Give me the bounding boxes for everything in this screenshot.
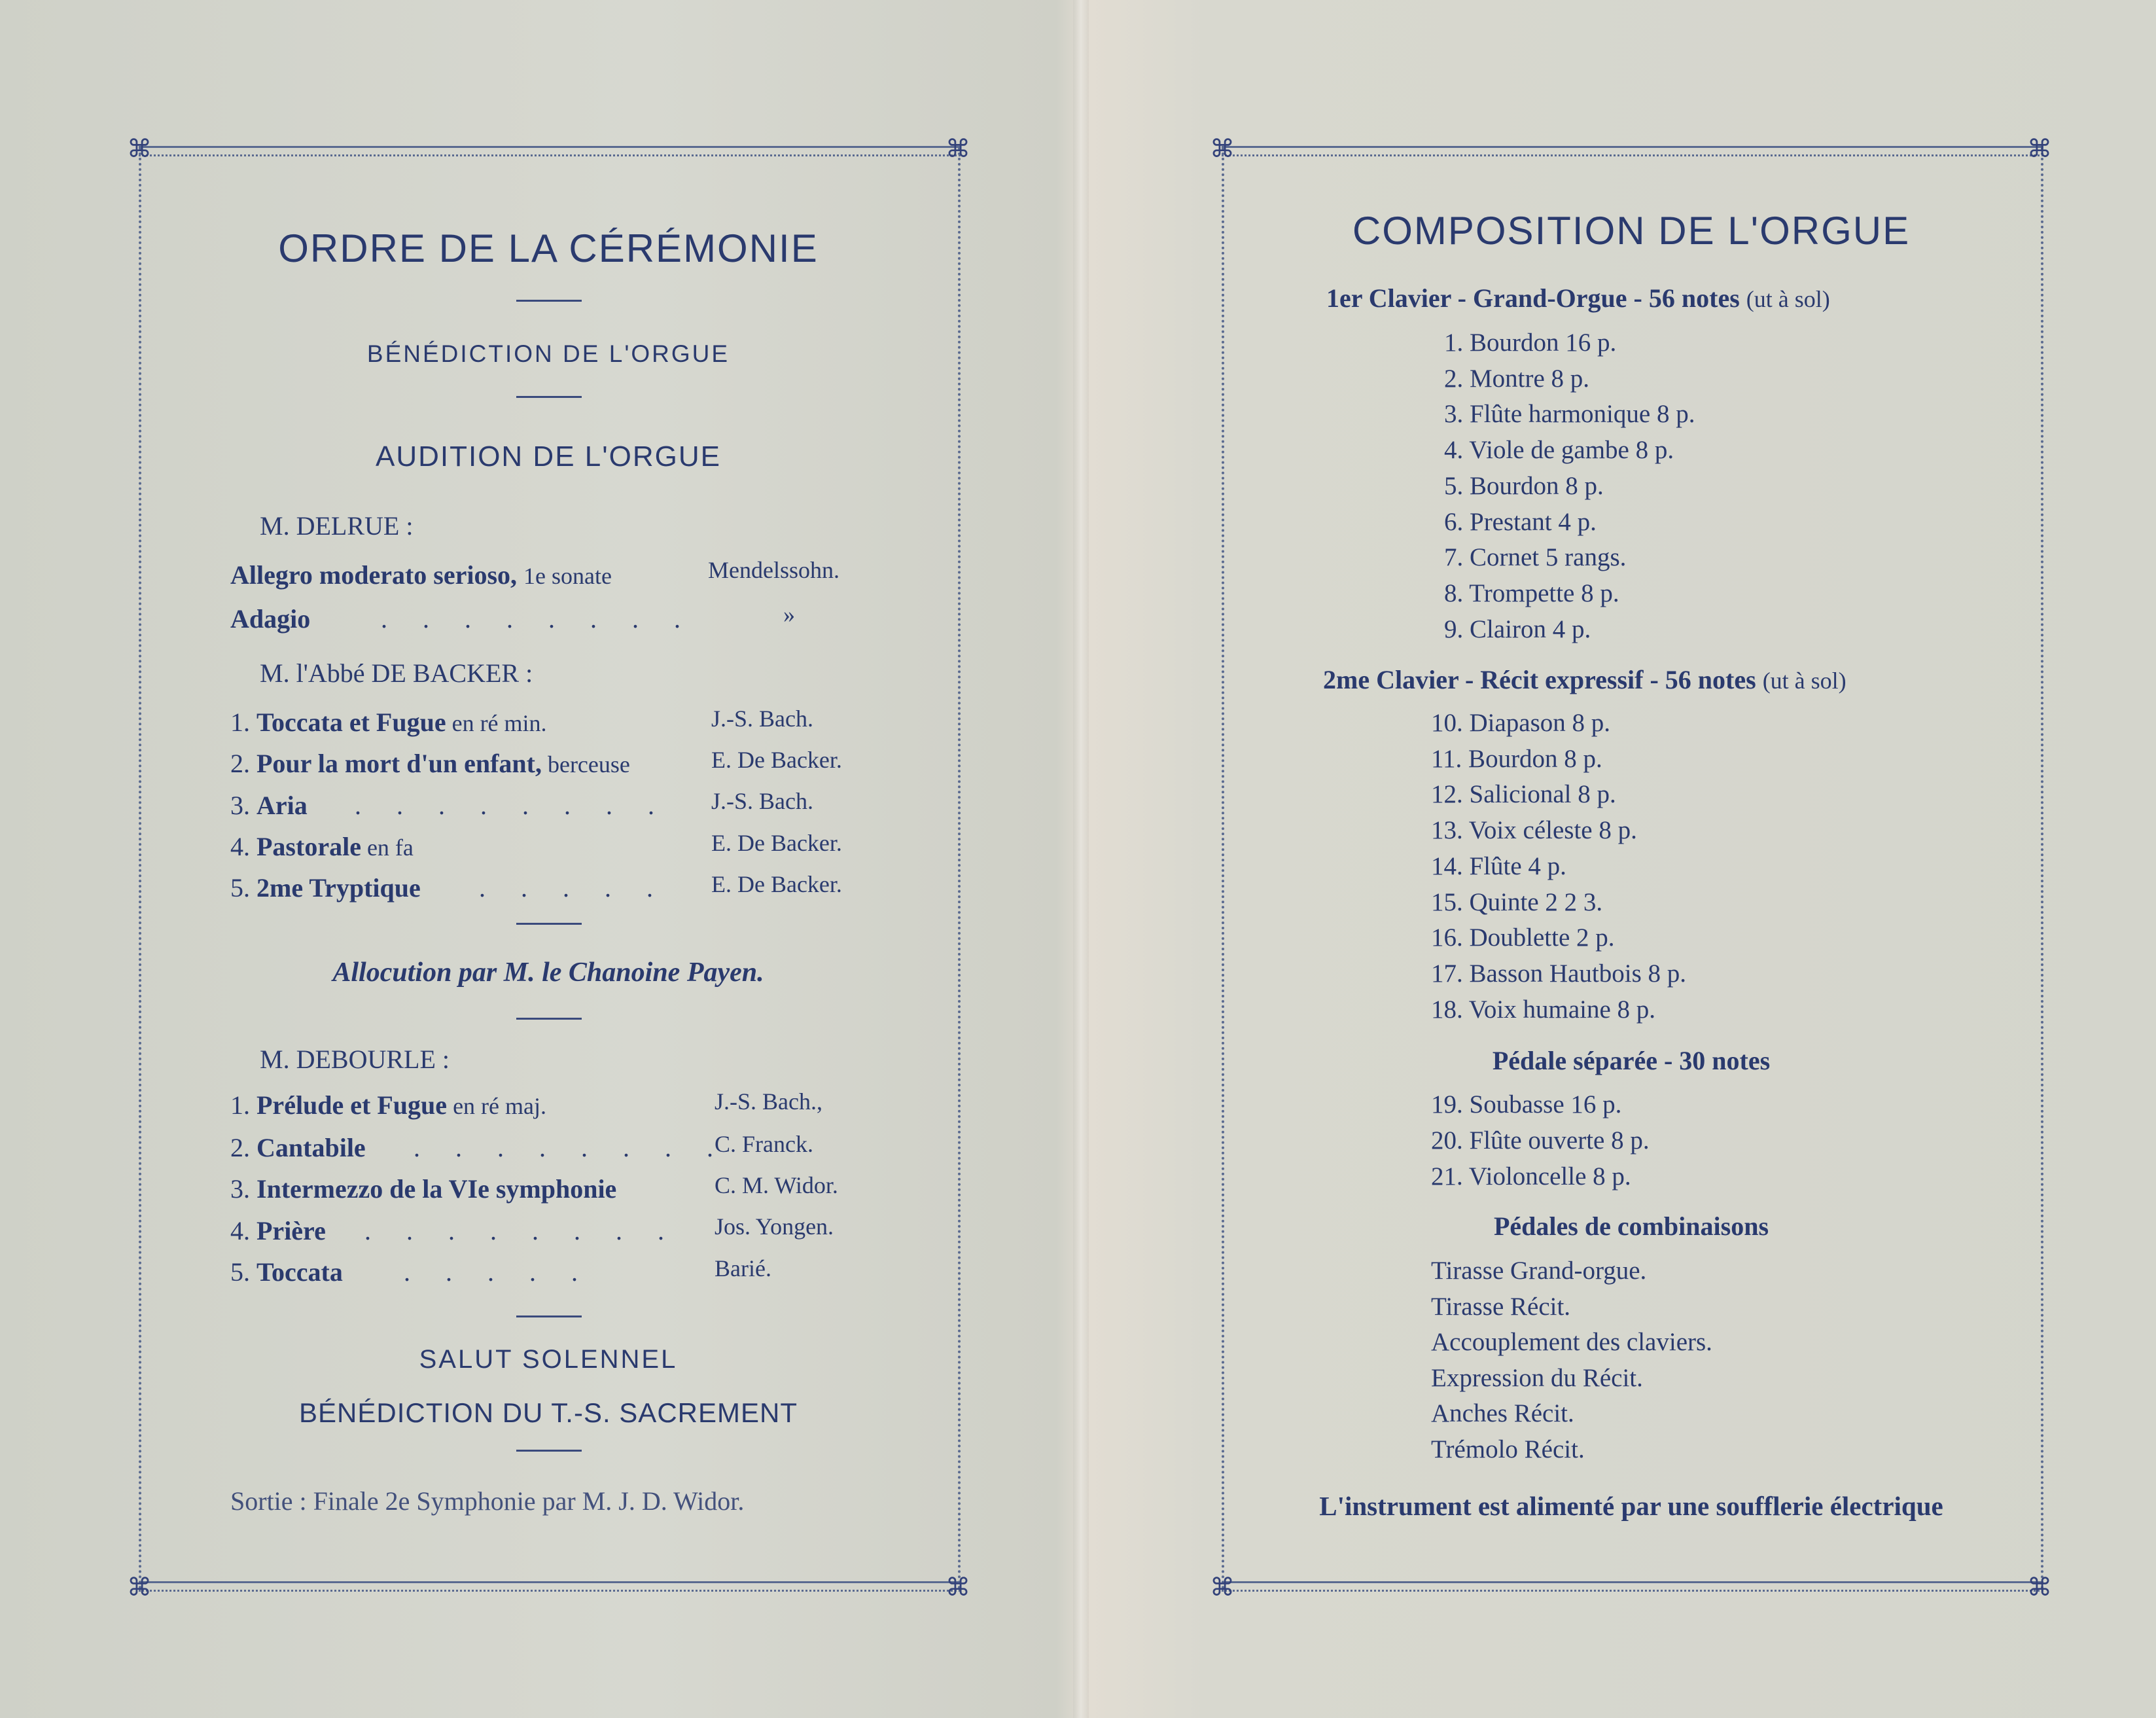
stop-item: 21. Violoncelle 8 p.: [1431, 1162, 1631, 1190]
program-item: 3. Intermezzo de la VIe symphonie: [230, 1174, 617, 1204]
program-item: 2. Cantabile: [230, 1133, 366, 1162]
stop-item: 19. Soubasse 16 p.: [1431, 1090, 1622, 1118]
stop-list: [1444, 325, 1695, 647]
program-item: 1. Toccata et Fugue en ré min.: [230, 707, 547, 737]
program-item: 4. Prière: [230, 1216, 326, 1245]
combination-item: Expression du Récit.: [1431, 1363, 1643, 1392]
leader-dots: . . . . . . . .: [364, 1216, 679, 1245]
program-item: 5. Toccata: [230, 1257, 343, 1287]
program-item: 2. Pour la mort d'un enfant, berceuse: [230, 749, 630, 778]
combination-item: Tirasse Grand-orgue.: [1431, 1257, 1647, 1285]
stop-list: [1431, 1086, 1650, 1194]
composer: J.-S. Bach.: [711, 788, 813, 814]
right-page: [1222, 0, 2041, 1718]
combination-item: Trémolo Récit.: [1431, 1435, 1585, 1463]
divider: [516, 923, 582, 925]
stop-item: 2. Montre 8 p.: [1444, 364, 1590, 393]
stop-item: 20. Flûte ouverte 8 p.: [1431, 1126, 1650, 1154]
audition-heading: AUDITION DE L'ORGUE: [375, 440, 721, 473]
program-item: 5. 2me Tryptique: [230, 873, 421, 903]
program-item: 4. Pastorale en fa: [230, 832, 414, 861]
stop-item: 11. Bourdon 8 p.: [1431, 744, 1602, 773]
pedal-heading: Pédale séparée - 30 notes: [1492, 1046, 1771, 1075]
leader-dots: . . . . . . . .: [355, 791, 669, 820]
corner-ornament-icon: ⌘: [1210, 134, 1235, 163]
benediction-heading: BÉNÉDICTION DE L'ORGUE: [366, 340, 730, 367]
stop-item: 8. Trompette 8 p.: [1444, 579, 1619, 607]
stop-item: 7. Cornet 5 rangs.: [1444, 543, 1627, 572]
stop-item: 9. Clairon 4 p.: [1444, 615, 1591, 643]
divider: [516, 1450, 582, 1452]
allocution: Allocution par M. le Chanoine Payen.: [332, 957, 764, 988]
composer: J.-S. Bach.,: [715, 1088, 822, 1115]
leader-dots: . . . . .: [479, 873, 667, 903]
organist-name: M. DEBOURLE :: [260, 1045, 450, 1074]
stop-item: 4. Viole de gambe 8 p.: [1444, 436, 1674, 465]
center-fold: [1073, 0, 1089, 1718]
program-item: 1. Prélude et Fugue en ré maj.: [230, 1090, 546, 1120]
left-page: [139, 0, 958, 1718]
stop-item: 16. Doublette 2 p.: [1431, 923, 1615, 952]
corner-ornament-icon: ⌘: [2027, 1573, 2052, 1602]
stop-item: 18. Voix humaine 8 p.: [1431, 995, 1656, 1024]
corner-ornament-icon: ⌘: [945, 134, 970, 163]
stop-item: 6. Prestant 4 p.: [1444, 507, 1597, 536]
stop-item: 17. Basson Hautbois 8 p.: [1431, 959, 1686, 988]
piece-title: Adagio: [230, 604, 311, 634]
leader-dots: . . . . . . . .: [414, 1133, 728, 1162]
composer: E. De Backer.: [711, 871, 842, 897]
stop-item: 12. Salicional 8 p.: [1431, 780, 1616, 809]
sortie-line: Sortie : Finale 2e Symphonie par M. J. D. Widor.: [230, 1486, 745, 1516]
manual-heading: 2me Clavier - Récit expressif - 56 notes (ut à sol): [1323, 665, 1847, 694]
manual-heading: 1er Clavier - Grand-Orgue - 56 notes (ut à sol): [1326, 283, 1830, 313]
divider: [516, 1018, 582, 1020]
combination-list: [1431, 1253, 1712, 1468]
leader-dots: . . . . . . . .: [381, 604, 695, 634]
corner-ornament-icon: ⌘: [127, 1573, 152, 1602]
composer: E. De Backer.: [711, 830, 842, 856]
left-page-title: ORDRE DE LA CÉRÉMONIE: [278, 226, 819, 270]
divider: [516, 1315, 582, 1317]
composer: C. Franck.: [715, 1131, 813, 1157]
leader-dots: . . . . .: [404, 1257, 592, 1287]
stop-item: 15. Quinte 2 2 3.: [1431, 887, 1603, 916]
stop-item: 1. Bourdon 16 p.: [1444, 329, 1617, 357]
composer: Barié.: [715, 1255, 771, 1281]
composer: Jos. Yongen.: [715, 1213, 834, 1240]
stop-item: 13. Voix céleste 8 p.: [1431, 816, 1637, 845]
salut-heading: SALUT SOLENNEL: [419, 1345, 678, 1374]
stop-item: 5. Bourdon 8 p.: [1444, 471, 1604, 500]
composer: E. De Backer.: [711, 747, 842, 773]
combination-item: Accouplement des claviers.: [1431, 1328, 1712, 1357]
piece-title: Allegro moderato serioso, 1e sonate: [230, 560, 612, 590]
right-page-title: COMPOSITION DE L'ORGUE: [1352, 209, 1911, 253]
corner-ornament-icon: ⌘: [2027, 134, 2052, 163]
benediction-sacrement: BÉNÉDICTION DU T.-S. SACREMENT: [299, 1397, 798, 1428]
stop-list: [1431, 706, 1686, 1028]
program-item: 3. Aria: [230, 791, 308, 820]
divider: [516, 300, 582, 302]
composer: J.-S. Bach.: [711, 706, 813, 732]
divider: [516, 396, 582, 398]
stop-item: 3. Flûte harmonique 8 p.: [1444, 400, 1695, 429]
corner-ornament-icon: ⌘: [127, 134, 152, 163]
combinations-heading: Pédales de combinaisons: [1493, 1211, 1769, 1241]
composer: C. M. Widor.: [715, 1172, 838, 1198]
organist-name: M. DELRUE :: [260, 511, 414, 541]
corner-ornament-icon: ⌘: [945, 1573, 970, 1602]
composer: »: [783, 601, 795, 628]
footer-note: L'instrument est alimenté par une soufflerie électrique: [1319, 1491, 1943, 1521]
composer: Mendelssohn.: [708, 557, 839, 583]
combination-item: Anches Récit.: [1431, 1399, 1574, 1428]
corner-ornament-icon: ⌘: [1210, 1573, 1235, 1602]
stop-item: 14. Flûte 4 p.: [1431, 851, 1566, 880]
combination-item: Tirasse Récit.: [1431, 1292, 1571, 1321]
organist-name: M. l'Abbé DE BACKER :: [260, 658, 533, 688]
stop-item: 10. Diapason 8 p.: [1431, 709, 1611, 737]
